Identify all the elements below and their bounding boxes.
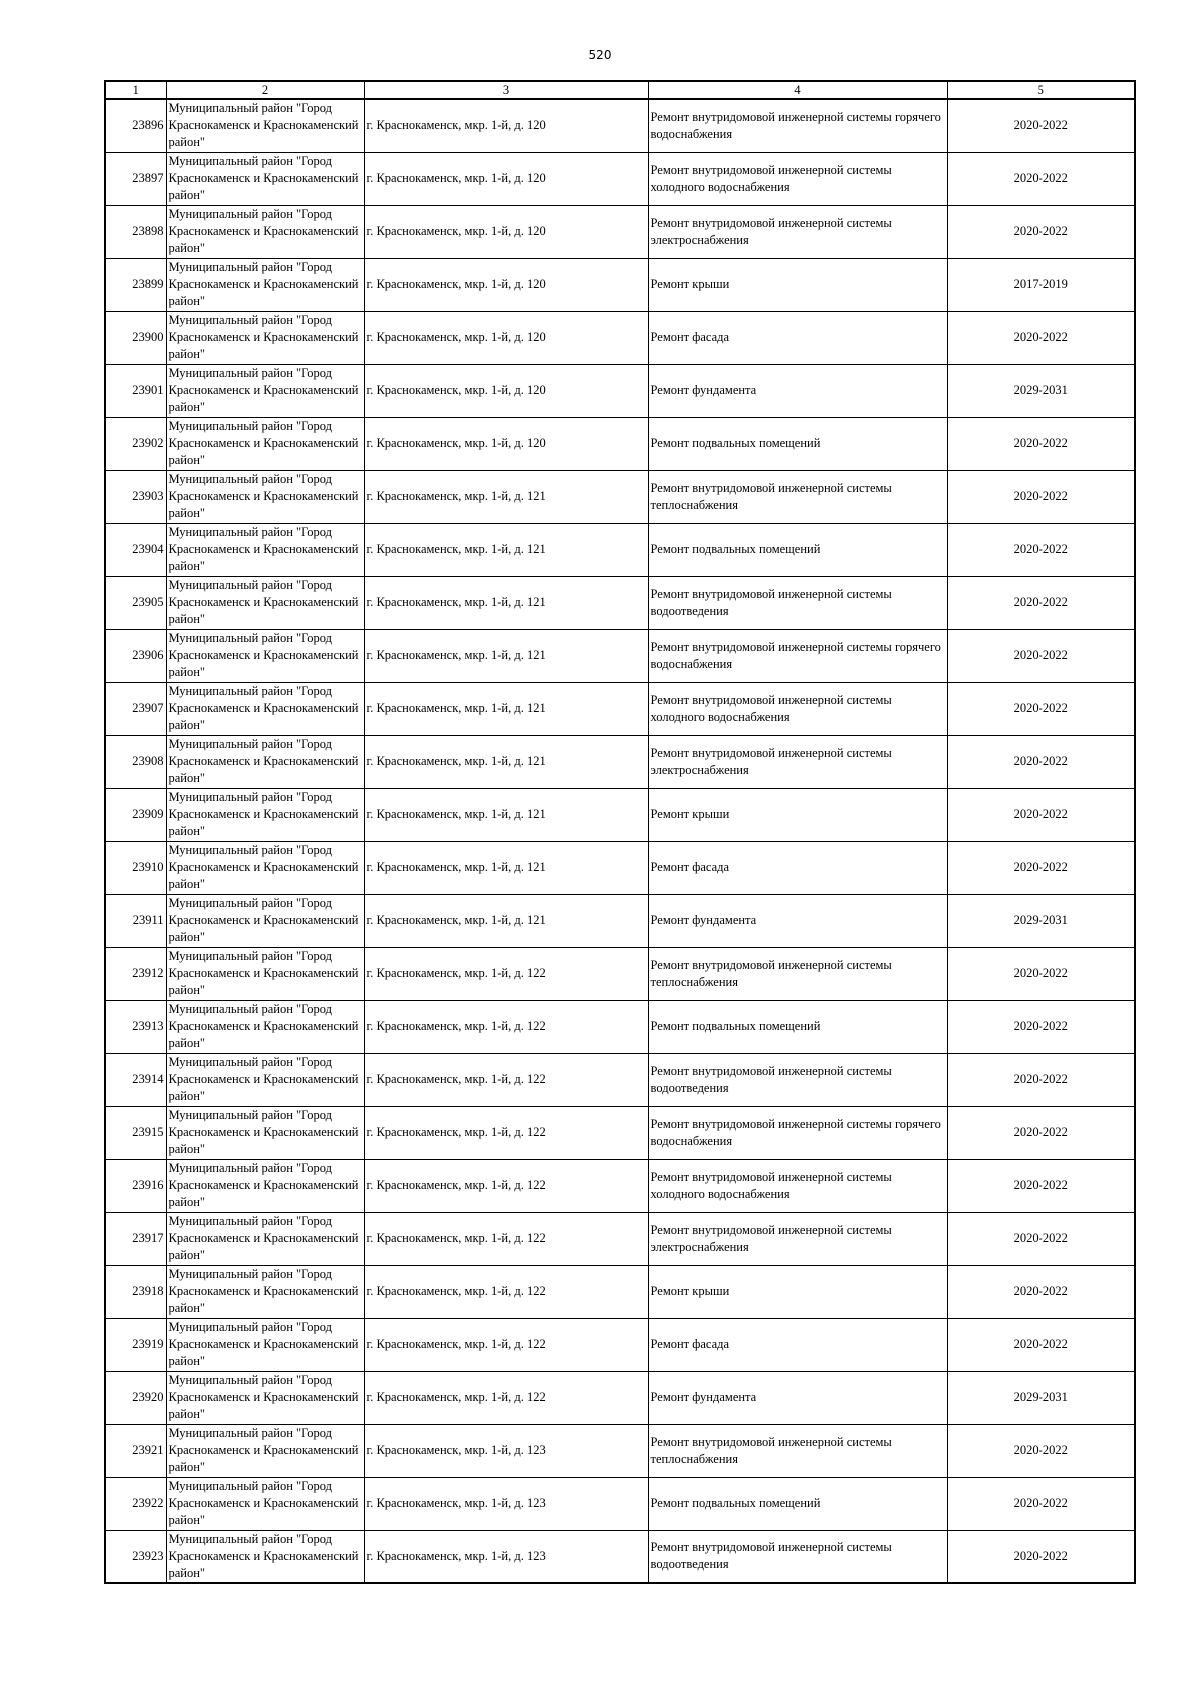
period-cell: 2020-2022 bbox=[947, 629, 1135, 682]
work-type-cell: Ремонт внутридомовой инженерной системы водоотведения bbox=[648, 1053, 947, 1106]
row-number-cell: 23911 bbox=[105, 894, 166, 947]
municipality-cell: Муниципальный район "Город Краснокаменск и Краснокаменский район" bbox=[166, 841, 364, 894]
municipality-cell: Муниципальный район "Город Краснокаменск и Краснокаменский район" bbox=[166, 417, 364, 470]
row-number-cell: 23905 bbox=[105, 576, 166, 629]
row-number-cell: 23920 bbox=[105, 1371, 166, 1424]
period-cell: 2020-2022 bbox=[947, 1477, 1135, 1530]
municipality-cell: Муниципальный район "Город Краснокаменск и Краснокаменский район" bbox=[166, 99, 364, 152]
row-number-cell: 23901 bbox=[105, 364, 166, 417]
period-cell: 2020-2022 bbox=[947, 1424, 1135, 1477]
table-row bbox=[105, 1424, 1135, 1477]
municipality-cell: Муниципальный район "Город Краснокаменск и Краснокаменский район" bbox=[166, 1318, 364, 1371]
municipality-cell: Муниципальный район "Город Краснокаменск и Краснокаменский район" bbox=[166, 470, 364, 523]
period-cell: 2020-2022 bbox=[947, 841, 1135, 894]
work-type-cell: Ремонт внутридомовой инженерной системы горячего водоснабжения bbox=[648, 99, 947, 152]
period-cell: 2020-2022 bbox=[947, 311, 1135, 364]
address-cell: г. Краснокаменск, мкр. 1-й, д. 120 bbox=[364, 364, 648, 417]
municipality-cell: Муниципальный район "Город Краснокаменск и Краснокаменский район" bbox=[166, 1530, 364, 1583]
table-row bbox=[105, 523, 1135, 576]
municipality-cell: Муниципальный район "Город Краснокаменск и Краснокаменский район" bbox=[166, 311, 364, 364]
table-row bbox=[105, 311, 1135, 364]
work-type-cell: Ремонт внутридомовой инженерной системы водоотведения bbox=[648, 576, 947, 629]
period-cell: 2020-2022 bbox=[947, 1318, 1135, 1371]
municipality-cell: Муниципальный район "Город Краснокаменск и Краснокаменский район" bbox=[166, 682, 364, 735]
table-row bbox=[105, 417, 1135, 470]
row-number-cell: 23903 bbox=[105, 470, 166, 523]
municipality-cell: Муниципальный район "Город Краснокаменск и Краснокаменский район" bbox=[166, 894, 364, 947]
row-number-cell: 23917 bbox=[105, 1212, 166, 1265]
table-row bbox=[105, 470, 1135, 523]
period-cell: 2020-2022 bbox=[947, 576, 1135, 629]
row-number-cell: 23922 bbox=[105, 1477, 166, 1530]
row-number-cell: 23900 bbox=[105, 311, 166, 364]
table-row bbox=[105, 788, 1135, 841]
work-type-cell: Ремонт внутридомовой инженерной системы холодного водоснабжения bbox=[648, 152, 947, 205]
table-row bbox=[105, 1212, 1135, 1265]
column-number-row bbox=[105, 81, 1135, 99]
work-type-cell: Ремонт внутридомовой инженерной системы холодного водоснабжения bbox=[648, 1159, 947, 1212]
row-number-cell: 23897 bbox=[105, 152, 166, 205]
work-type-cell: Ремонт фундамента bbox=[648, 364, 947, 417]
period-cell: 2020-2022 bbox=[947, 1106, 1135, 1159]
table-row bbox=[105, 258, 1135, 311]
row-number-cell: 23910 bbox=[105, 841, 166, 894]
row-number-cell: 23899 bbox=[105, 258, 166, 311]
address-cell: г. Краснокаменск, мкр. 1-й, д. 121 bbox=[364, 576, 648, 629]
address-cell: г. Краснокаменск, мкр. 1-й, д. 121 bbox=[364, 894, 648, 947]
table-row bbox=[105, 364, 1135, 417]
table-row bbox=[105, 1053, 1135, 1106]
municipality-cell: Муниципальный район "Город Краснокаменск и Краснокаменский район" bbox=[166, 1053, 364, 1106]
address-cell: г. Краснокаменск, мкр. 1-й, д. 123 bbox=[364, 1424, 648, 1477]
table-row bbox=[105, 1477, 1135, 1530]
table-row bbox=[105, 947, 1135, 1000]
municipality-cell: Муниципальный район "Город Краснокаменск и Краснокаменский район" bbox=[166, 152, 364, 205]
work-type-cell: Ремонт фасада bbox=[648, 841, 947, 894]
period-cell: 2020-2022 bbox=[947, 1530, 1135, 1583]
work-type-cell: Ремонт внутридомовой инженерной системы электроснабжения bbox=[648, 1212, 947, 1265]
column-header: 5 bbox=[947, 81, 1135, 99]
table-row bbox=[105, 894, 1135, 947]
table-row bbox=[105, 205, 1135, 258]
address-cell: г. Краснокаменск, мкр. 1-й, д. 120 bbox=[364, 99, 648, 152]
row-number-cell: 23909 bbox=[105, 788, 166, 841]
municipality-cell: Муниципальный район "Город Краснокаменск и Краснокаменский район" bbox=[166, 1212, 364, 1265]
table-row bbox=[105, 576, 1135, 629]
address-cell: г. Краснокаменск, мкр. 1-й, д. 122 bbox=[364, 1053, 648, 1106]
table-row bbox=[105, 152, 1135, 205]
row-number-cell: 23902 bbox=[105, 417, 166, 470]
period-cell: 2020-2022 bbox=[947, 417, 1135, 470]
work-type-cell: Ремонт фасада bbox=[648, 1318, 947, 1371]
period-cell: 2020-2022 bbox=[947, 523, 1135, 576]
work-type-cell: Ремонт внутридомовой инженерной системы горячего водоснабжения bbox=[648, 1106, 947, 1159]
address-cell: г. Краснокаменск, мкр. 1-й, д. 122 bbox=[364, 1106, 648, 1159]
table-row bbox=[105, 99, 1135, 152]
municipality-cell: Муниципальный район "Город Краснокаменск и Краснокаменский район" bbox=[166, 788, 364, 841]
work-type-cell: Ремонт внутридомовой инженерной системы теплоснабжения bbox=[648, 1424, 947, 1477]
period-cell: 2017-2019 bbox=[947, 258, 1135, 311]
address-cell: г. Краснокаменск, мкр. 1-й, д. 120 bbox=[364, 258, 648, 311]
row-number-cell: 23906 bbox=[105, 629, 166, 682]
period-cell: 2020-2022 bbox=[947, 735, 1135, 788]
work-type-cell: Ремонт внутридомовой инженерной системы теплоснабжения bbox=[648, 470, 947, 523]
period-cell: 2029-2031 bbox=[947, 1371, 1135, 1424]
work-type-cell: Ремонт фундамента bbox=[648, 1371, 947, 1424]
municipality-cell: Муниципальный район "Город Краснокаменск и Краснокаменский район" bbox=[166, 576, 364, 629]
address-cell: г. Краснокаменск, мкр. 1-й, д. 123 bbox=[364, 1530, 648, 1583]
period-cell: 2020-2022 bbox=[947, 682, 1135, 735]
address-cell: г. Краснокаменск, мкр. 1-й, д. 121 bbox=[364, 841, 648, 894]
period-cell: 2029-2031 bbox=[947, 894, 1135, 947]
municipality-cell: Муниципальный район "Город Краснокаменск и Краснокаменский район" bbox=[166, 1477, 364, 1530]
address-cell: г. Краснокаменск, мкр. 1-й, д. 120 bbox=[364, 152, 648, 205]
period-cell: 2029-2031 bbox=[947, 364, 1135, 417]
column-header: 2 bbox=[166, 81, 364, 99]
row-number-cell: 23896 bbox=[105, 99, 166, 152]
work-type-cell: Ремонт внутридомовой инженерной системы холодного водоснабжения bbox=[648, 682, 947, 735]
row-number-cell: 23904 bbox=[105, 523, 166, 576]
table-row bbox=[105, 1159, 1135, 1212]
work-type-cell: Ремонт внутридомовой инженерной системы электроснабжения bbox=[648, 205, 947, 258]
municipality-cell: Муниципальный район "Город Краснокаменск и Краснокаменский район" bbox=[166, 735, 364, 788]
work-type-cell: Ремонт фасада bbox=[648, 311, 947, 364]
column-header: 1 bbox=[105, 81, 166, 99]
period-cell: 2020-2022 bbox=[947, 470, 1135, 523]
period-cell: 2020-2022 bbox=[947, 1000, 1135, 1053]
municipality-cell: Муниципальный район "Город Краснокаменск и Краснокаменский район" bbox=[166, 1371, 364, 1424]
address-cell: г. Краснокаменск, мкр. 1-й, д. 120 bbox=[364, 205, 648, 258]
row-number-cell: 23898 bbox=[105, 205, 166, 258]
municipality-cell: Муниципальный район "Город Краснокаменск и Краснокаменский район" bbox=[166, 629, 364, 682]
address-cell: г. Краснокаменск, мкр. 1-й, д. 120 bbox=[364, 417, 648, 470]
municipality-cell: Муниципальный район "Город Краснокаменск и Краснокаменский район" bbox=[166, 1159, 364, 1212]
address-cell: г. Краснокаменск, мкр. 1-й, д. 122 bbox=[364, 1371, 648, 1424]
address-cell: г. Краснокаменск, мкр. 1-й, д. 121 bbox=[364, 523, 648, 576]
municipality-cell: Муниципальный район "Город Краснокаменск и Краснокаменский район" bbox=[166, 205, 364, 258]
period-cell: 2020-2022 bbox=[947, 99, 1135, 152]
table-row bbox=[105, 682, 1135, 735]
row-number-cell: 23908 bbox=[105, 735, 166, 788]
work-type-cell: Ремонт внутридомовой инженерной системы теплоснабжения bbox=[648, 947, 947, 1000]
period-cell: 2020-2022 bbox=[947, 788, 1135, 841]
municipality-cell: Муниципальный район "Город Краснокаменск и Краснокаменский район" bbox=[166, 1000, 364, 1053]
municipality-cell: Муниципальный район "Город Краснокаменск и Краснокаменский район" bbox=[166, 1265, 364, 1318]
capital-repair-table bbox=[104, 80, 1136, 1584]
work-type-cell: Ремонт внутридомовой инженерной системы электроснабжения bbox=[648, 735, 947, 788]
table-row bbox=[105, 629, 1135, 682]
table-row bbox=[105, 1318, 1135, 1371]
address-cell: г. Краснокаменск, мкр. 1-й, д. 122 bbox=[364, 1265, 648, 1318]
row-number-cell: 23918 bbox=[105, 1265, 166, 1318]
table-body bbox=[105, 99, 1135, 1583]
work-type-cell: Ремонт фундамента bbox=[648, 894, 947, 947]
row-number-cell: 23916 bbox=[105, 1159, 166, 1212]
period-cell: 2020-2022 bbox=[947, 1053, 1135, 1106]
work-type-cell: Ремонт подвальных помещений bbox=[648, 1477, 947, 1530]
period-cell: 2020-2022 bbox=[947, 1265, 1135, 1318]
period-cell: 2020-2022 bbox=[947, 1212, 1135, 1265]
table-row bbox=[105, 1000, 1135, 1053]
table-row bbox=[105, 841, 1135, 894]
address-cell: г. Краснокаменск, мкр. 1-й, д. 122 bbox=[364, 1000, 648, 1053]
table-row bbox=[105, 1106, 1135, 1159]
row-number-cell: 23915 bbox=[105, 1106, 166, 1159]
address-cell: г. Краснокаменск, мкр. 1-й, д. 121 bbox=[364, 470, 648, 523]
column-header: 4 bbox=[648, 81, 947, 99]
row-number-cell: 23907 bbox=[105, 682, 166, 735]
address-cell: г. Краснокаменск, мкр. 1-й, д. 121 bbox=[364, 629, 648, 682]
work-type-cell: Ремонт подвальных помещений bbox=[648, 523, 947, 576]
period-cell: 2020-2022 bbox=[947, 152, 1135, 205]
period-cell: 2020-2022 bbox=[947, 1159, 1135, 1212]
table-row bbox=[105, 1530, 1135, 1583]
period-cell: 2020-2022 bbox=[947, 205, 1135, 258]
address-cell: г. Краснокаменск, мкр. 1-й, д. 122 bbox=[364, 947, 648, 1000]
address-cell: г. Краснокаменск, мкр. 1-й, д. 121 bbox=[364, 682, 648, 735]
address-cell: г. Краснокаменск, мкр. 1-й, д. 121 bbox=[364, 735, 648, 788]
period-cell: 2020-2022 bbox=[947, 947, 1135, 1000]
table-row bbox=[105, 735, 1135, 788]
table-row bbox=[105, 1265, 1135, 1318]
address-cell: г. Краснокаменск, мкр. 1-й, д. 123 bbox=[364, 1477, 648, 1530]
work-type-cell: Ремонт подвальных помещений bbox=[648, 1000, 947, 1053]
municipality-cell: Муниципальный район "Город Краснокаменск и Краснокаменский район" bbox=[166, 1424, 364, 1477]
page-number: 520 bbox=[588, 48, 612, 62]
row-number-cell: 23913 bbox=[105, 1000, 166, 1053]
work-type-cell: Ремонт внутридомовой инженерной системы водоотведения bbox=[648, 1530, 947, 1583]
municipality-cell: Муниципальный район "Город Краснокаменск и Краснокаменский район" bbox=[166, 947, 364, 1000]
work-type-cell: Ремонт внутридомовой инженерной системы горячего водоснабжения bbox=[648, 629, 947, 682]
address-cell: г. Краснокаменск, мкр. 1-й, д. 122 bbox=[364, 1212, 648, 1265]
address-cell: г. Краснокаменск, мкр. 1-й, д. 121 bbox=[364, 788, 648, 841]
municipality-cell: Муниципальный район "Город Краснокаменск и Краснокаменский район" bbox=[166, 364, 364, 417]
address-cell: г. Краснокаменск, мкр. 1-й, д. 120 bbox=[364, 311, 648, 364]
municipality-cell: Муниципальный район "Город Краснокаменск и Краснокаменский район" bbox=[166, 258, 364, 311]
work-type-cell: Ремонт крыши bbox=[648, 258, 947, 311]
row-number-cell: 23921 bbox=[105, 1424, 166, 1477]
work-type-cell: Ремонт крыши bbox=[648, 1265, 947, 1318]
municipality-cell: Муниципальный район "Город Краснокаменск и Краснокаменский район" bbox=[166, 1106, 364, 1159]
address-cell: г. Краснокаменск, мкр. 1-й, д. 122 bbox=[364, 1318, 648, 1371]
table-row bbox=[105, 1371, 1135, 1424]
work-type-cell: Ремонт подвальных помещений bbox=[648, 417, 947, 470]
address-cell: г. Краснокаменск, мкр. 1-й, д. 122 bbox=[364, 1159, 648, 1212]
municipality-cell: Муниципальный район "Город Краснокаменск и Краснокаменский район" bbox=[166, 523, 364, 576]
row-number-cell: 23923 bbox=[105, 1530, 166, 1583]
row-number-cell: 23919 bbox=[105, 1318, 166, 1371]
row-number-cell: 23912 bbox=[105, 947, 166, 1000]
work-type-cell: Ремонт крыши bbox=[648, 788, 947, 841]
row-number-cell: 23914 bbox=[105, 1053, 166, 1106]
column-header: 3 bbox=[364, 81, 648, 99]
